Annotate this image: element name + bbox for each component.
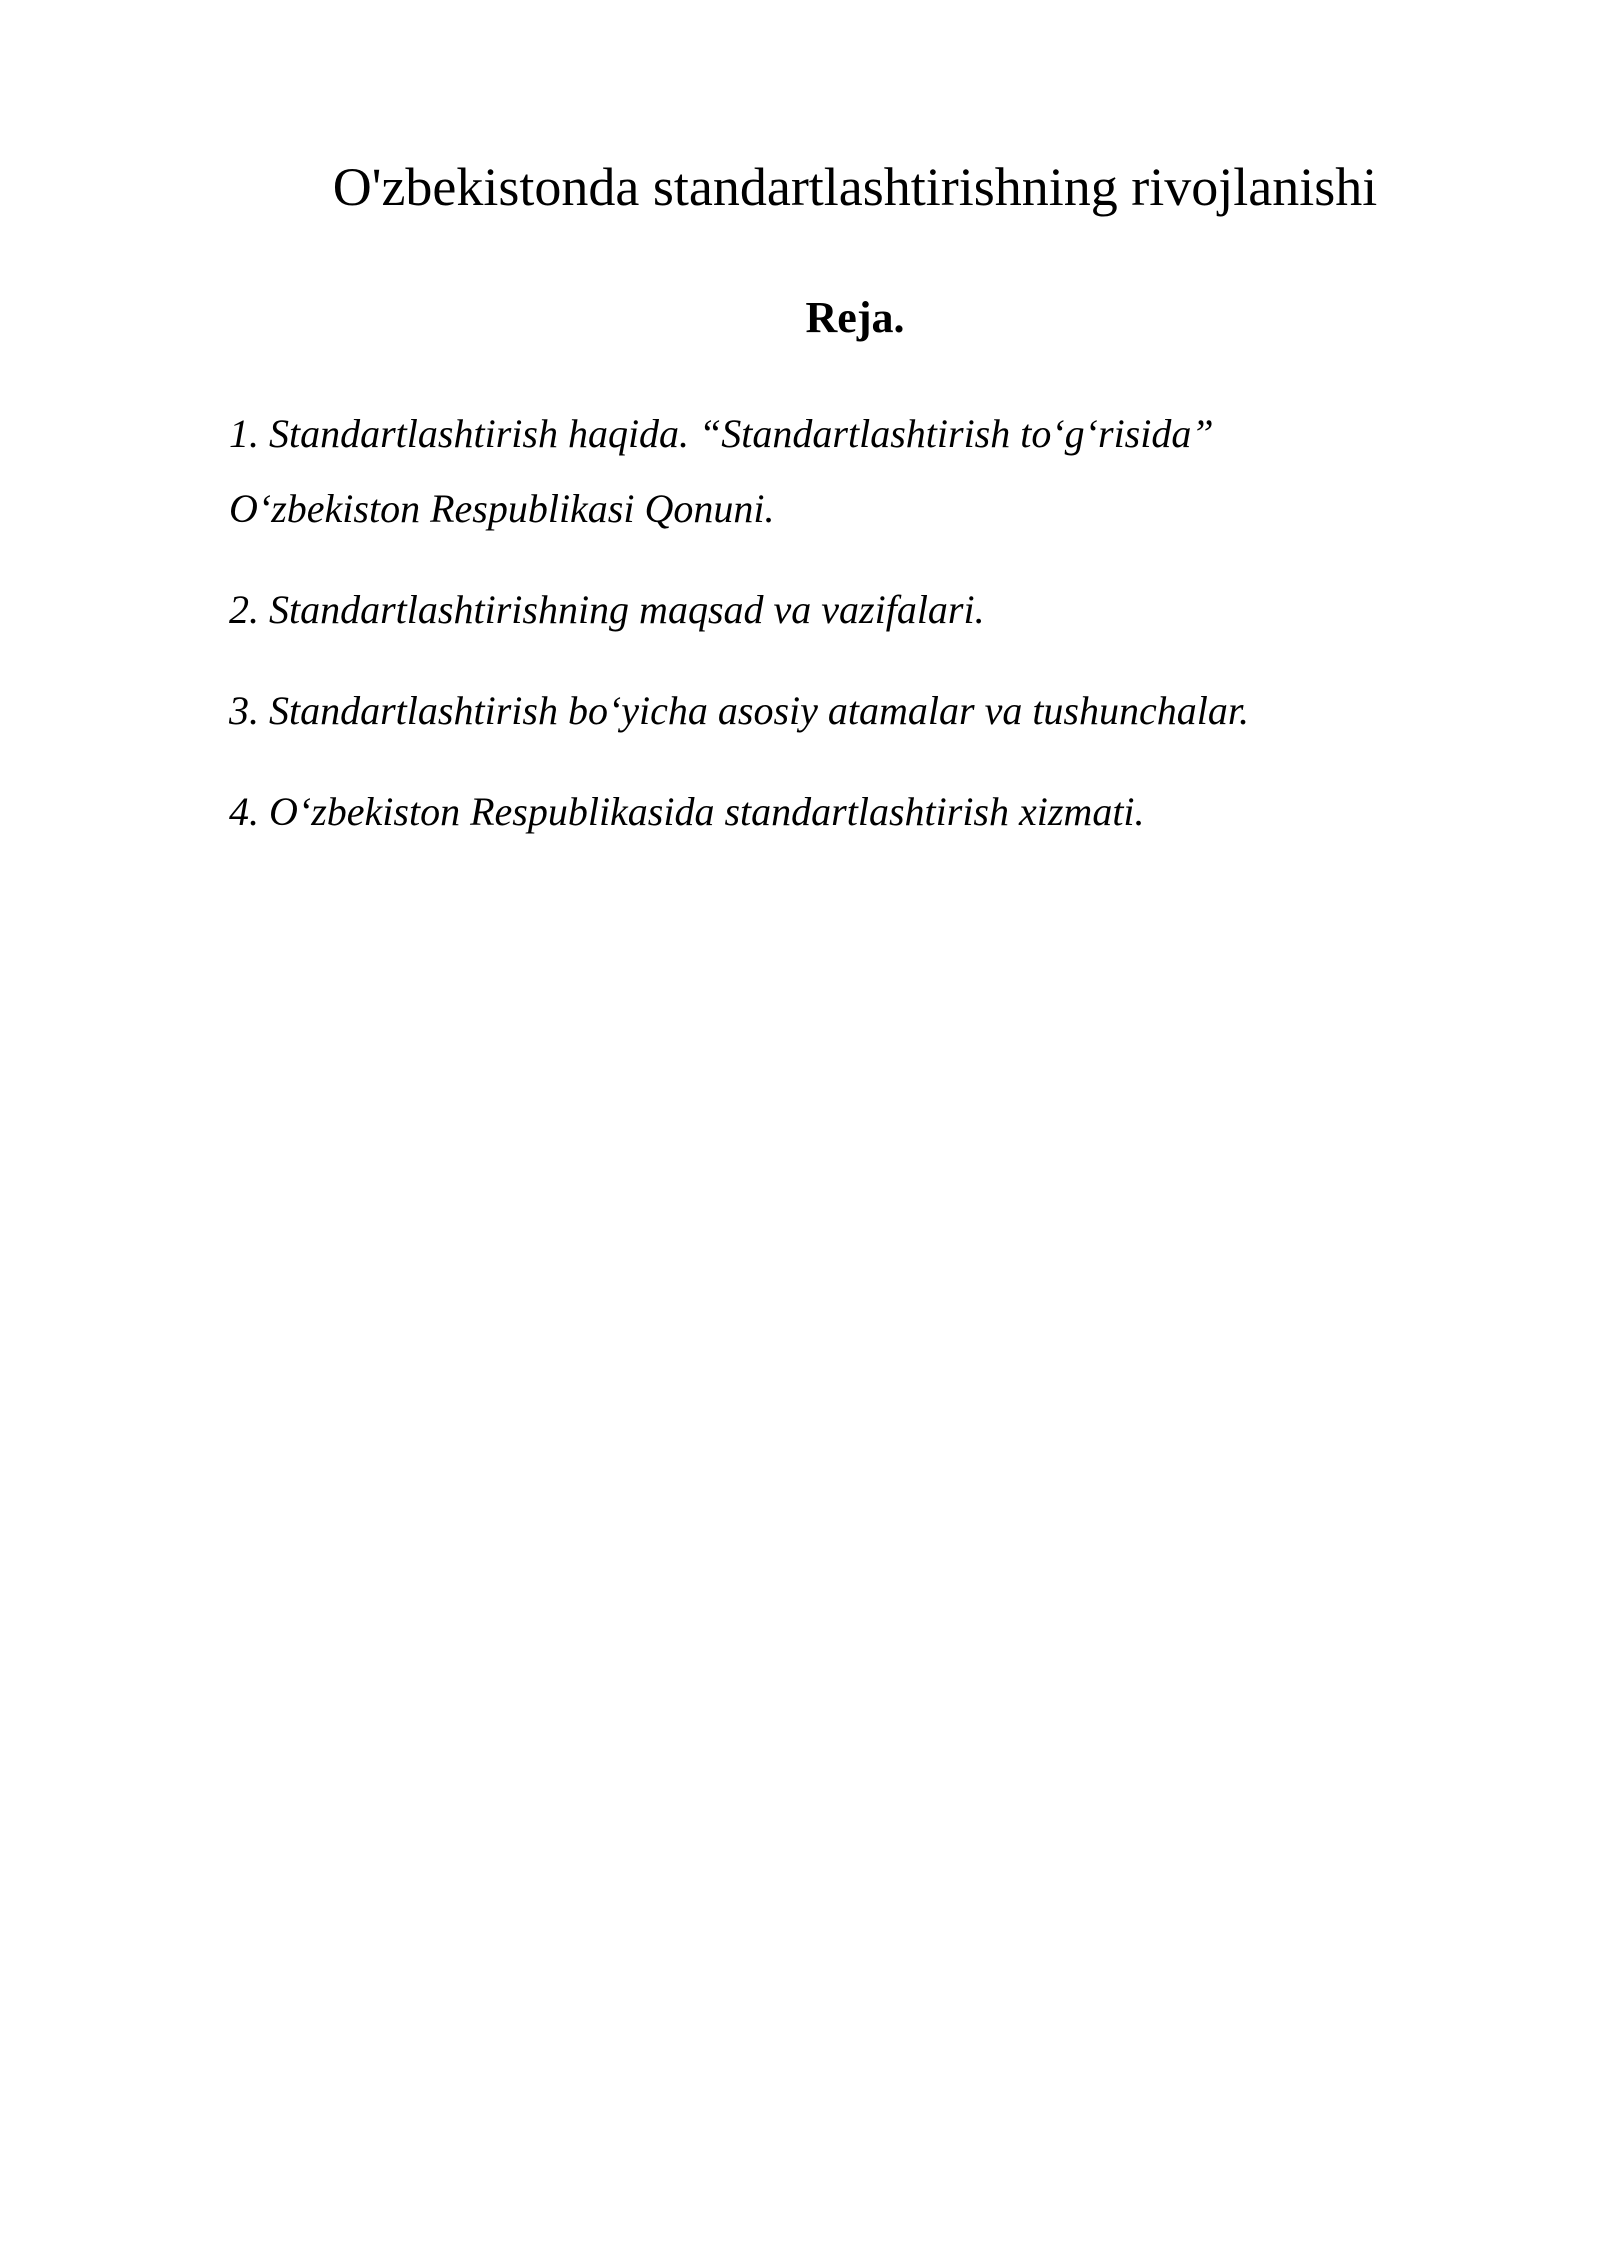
plan-item-3 bbox=[229, 673, 1429, 748]
plan-item-3-text: 3. Standartlashtirish bo‘yicha asosiy atamalar va tushunchalar. bbox=[229, 688, 1249, 733]
plan-item-1 bbox=[229, 396, 1429, 546]
plan-item-1-line-2: O‘zbekiston Respublikasi Qonuni. bbox=[229, 486, 775, 531]
plan-heading: Reja. bbox=[805, 293, 905, 342]
plan-item-2-text: 2. Standartlashtirishning maqsad va vazifalari. bbox=[229, 587, 985, 632]
plan-item-1-line-1: 1. Standartlashtirish haqida. “Standartlashtirish to‘g‘risida” bbox=[229, 411, 1214, 456]
plan-item-4-text: 4. O‘zbekiston Respublikasida standartlashtirish xizmati. bbox=[229, 789, 1145, 834]
plan-item-2 bbox=[229, 572, 1429, 647]
plan-item-4 bbox=[229, 774, 1429, 849]
plan-list bbox=[229, 396, 1429, 875]
document-title: O'zbekistonda standartlashtirishning rivojlanishi bbox=[332, 157, 1378, 217]
